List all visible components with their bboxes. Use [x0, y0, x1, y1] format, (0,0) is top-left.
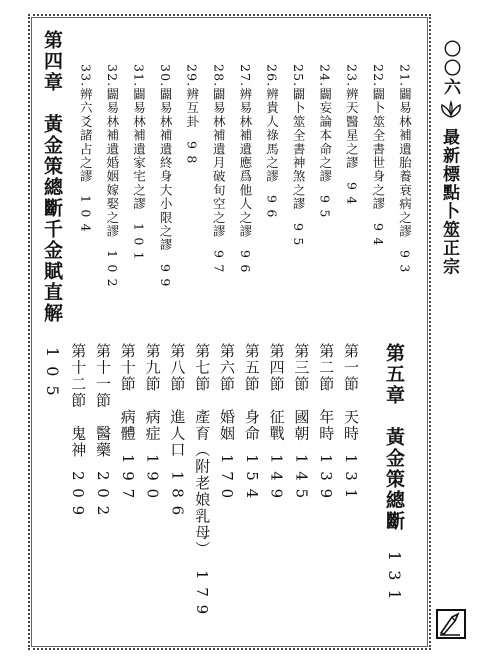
toc-item-page: 9 8	[184, 140, 200, 165]
toc-item-page: 9 5	[317, 195, 333, 219]
toc-section-page: 1 7 0	[218, 454, 236, 500]
chapter4-heading-text: 第四章 黃金策總斷千金賦直解	[41, 30, 63, 324]
toc-section-page: 2 0 2	[94, 470, 112, 517]
chapter4-heading	[42, 30, 61, 397]
toc-section-label: 第三節 國朝	[292, 343, 311, 442]
toc-section-label: 第四節 征戰	[267, 343, 286, 442]
toc-item-label: 30.闢易林補遺終身大小限之謬	[158, 64, 174, 252]
toc-item-page: 9 4	[344, 181, 360, 206]
toc-section	[193, 343, 212, 616]
toc-item	[238, 64, 251, 274]
toc-item	[371, 64, 384, 246]
toc-item	[265, 64, 278, 219]
toc-item-label: 26.辨貴人祿馬之謬	[264, 64, 280, 184]
toc-section-page: 2 0 9	[69, 470, 88, 517]
toc-item-label: 22.闢卜筮全書世身之謬	[370, 64, 386, 211]
toc-item	[345, 64, 358, 205]
chapter5-heading	[384, 343, 403, 601]
toc-section-page: 1 4 5	[292, 454, 311, 500]
toc-item-label: 27.辨易林補遺應爲他人之謬	[237, 64, 253, 239]
toc-item	[79, 64, 92, 233]
toc-section-page: 1 9 7	[118, 454, 137, 500]
toc-item	[292, 64, 305, 246]
chapter5-heading-text: 第五章 黃金策總斷	[383, 343, 405, 532]
toc-item-page: 9 6	[264, 195, 280, 219]
toc-item	[212, 64, 225, 274]
toc-section	[145, 343, 160, 500]
toc-section-label: 第十節 病體	[118, 343, 137, 442]
toc-section-page: 1 3 1	[342, 454, 360, 500]
toc-item	[132, 64, 145, 261]
toc-section-label: 第十一節 醫藥	[94, 343, 112, 459]
flower-ornament-icon	[439, 100, 463, 120]
header-page-number: 〇〇六	[440, 40, 460, 97]
toc-item	[159, 64, 172, 287]
toc-item	[318, 64, 331, 219]
toc-item-label: 23.辨天醫星之謬	[344, 64, 360, 170]
toc-section	[219, 343, 234, 500]
toc-section-label: 第七節 產育（附老娘乳母）	[193, 343, 212, 558]
toc-section-label: 第五節 身命	[242, 343, 261, 442]
toc-section-label: 第一節 天時	[342, 343, 360, 442]
toc-section	[292, 343, 311, 500]
toc-section-page: 1 4 9	[267, 454, 286, 500]
toc-section	[269, 343, 284, 500]
chapter5-heading-page: 1 3 1	[385, 550, 404, 602]
toc-section	[343, 343, 358, 500]
toc-section	[69, 343, 88, 517]
toc-item-label: 31.闢易林補遺家宅之謬	[131, 64, 147, 211]
toc-item	[398, 64, 411, 274]
toc-item-label: 29.辨互卦	[184, 64, 200, 129]
toc-section-label: 第十二節 鬼神	[69, 343, 88, 459]
toc-section	[120, 343, 135, 500]
toc-item	[105, 64, 118, 288]
header-book-title: 最新標點卜筮正宗	[439, 128, 459, 276]
toc-section-label: 第九節 病症	[143, 343, 162, 442]
toc-item-page: 1 0 2	[104, 250, 120, 288]
toc-section-label: 第六節 婚姻	[218, 343, 236, 442]
toc-section-page: 1 5 4	[242, 454, 261, 500]
toc-item-label: 21.闢易林補遺胎養衰病之謬	[397, 64, 413, 239]
toc-section	[168, 343, 187, 517]
toc-section	[317, 343, 336, 500]
toc-item-page: 9 4	[370, 222, 386, 247]
toc-section-label: 第八節 進人口	[168, 343, 187, 459]
toc-item-page: 9 3	[397, 250, 413, 274]
toc-item-label: 25.闢卜筮全書神煞之謬	[291, 64, 307, 211]
toc-section-page: 1 8 6	[168, 470, 187, 517]
toc-section-page: 1 3 9	[317, 454, 336, 500]
toc-section	[95, 343, 110, 516]
toc-section-page: 1 7 9	[193, 569, 212, 616]
toc-item-page: 1 0 1	[131, 222, 147, 261]
toc-item-label: 24.闢妄論本命之謬	[317, 64, 333, 184]
brush-logo-icon	[436, 609, 466, 639]
toc-item-label: 33.辨六爻諸占之謬	[78, 64, 94, 184]
chapter4-heading-page: 1 0 5	[43, 346, 62, 398]
toc-item-page: 1 0 4	[78, 195, 94, 234]
toc-item-label: 32.闢易林補遺婚姻嫁娶之謬	[104, 64, 120, 239]
toc-item-page: 9 5	[291, 222, 307, 247]
toc-item-page: 9 9	[158, 263, 174, 288]
toc-item-label: 28.闢易林補遺月破旬空之謬	[211, 64, 227, 239]
toc-section-page: 1 9 0	[143, 454, 162, 500]
toc-item-page: 9 7	[211, 250, 227, 274]
toc-item	[185, 64, 198, 164]
toc-section-label: 第二節 年時	[317, 343, 336, 442]
toc-section	[244, 343, 259, 500]
toc-item-page: 9 6	[237, 250, 253, 274]
